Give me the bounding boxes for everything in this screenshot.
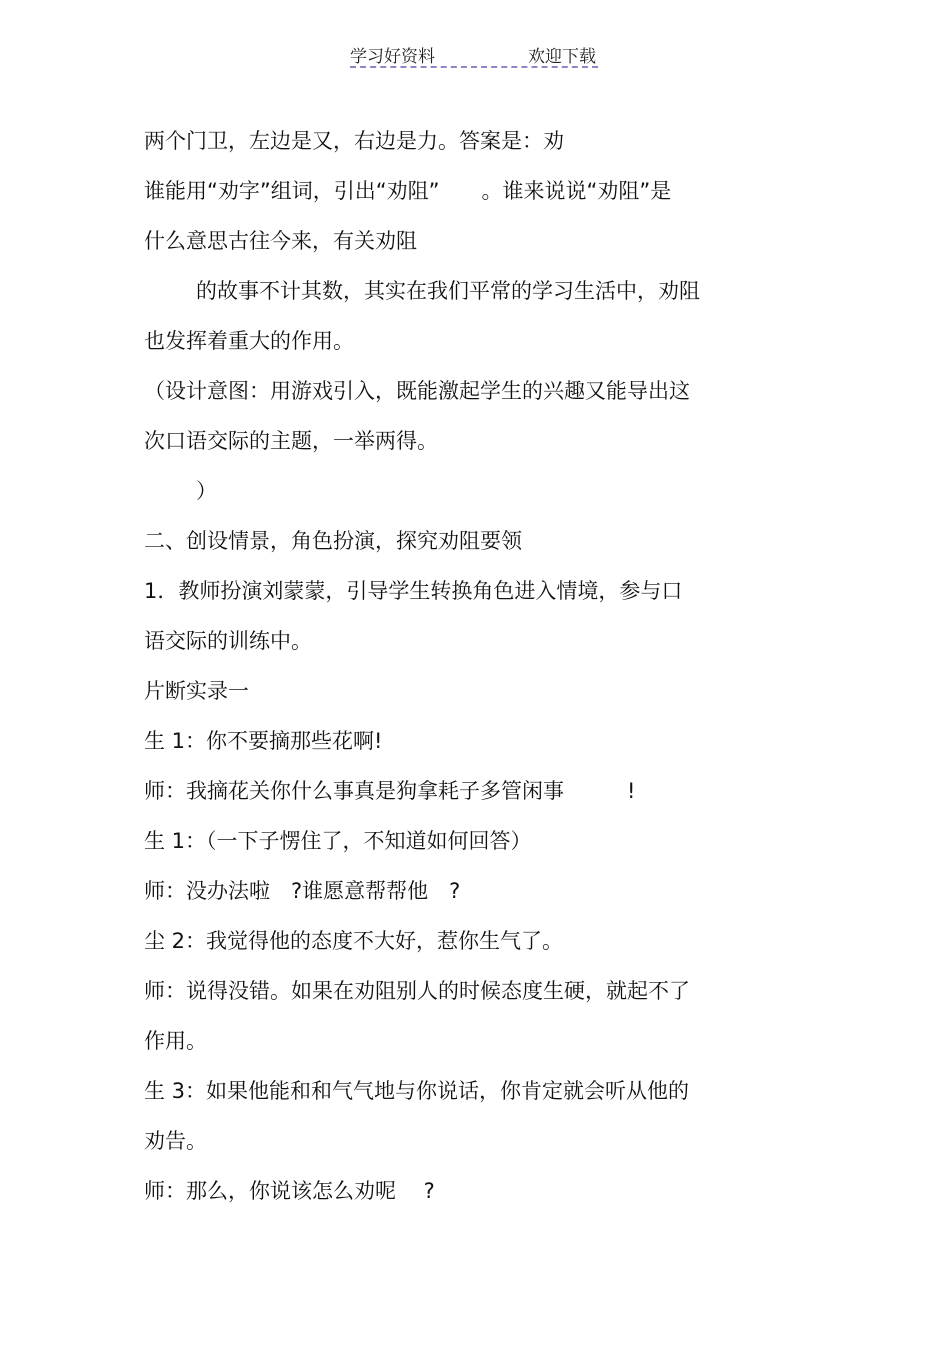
dialogue-line: 师：没办法啦 ?谁愿意帮帮他 ?: [144, 879, 461, 903]
text-line: 语交际的训练中。: [144, 629, 312, 653]
text-line: 什么意思古往今来，有关劝阻: [144, 229, 417, 253]
text-line: 1．教师扮演刘蒙蒙，引导学生转换角色进入情境，参与口: [144, 579, 683, 603]
section-heading: 二、创设情景，角色扮演，探究劝阻要领: [144, 529, 522, 553]
text-line: ）: [196, 479, 217, 503]
dialogue-line: 生 1：（一下子愣住了，不知道如何回答）: [144, 829, 532, 853]
dialogue-line: 作用。: [144, 1029, 207, 1053]
text-line: （设计意图：用游戏引入，既能激起学生的兴趣又能导出这: [144, 379, 690, 403]
subheading: 片断实录一: [144, 679, 249, 703]
text-line: 两个门卫，左边是又，右边是力。答案是：劝: [144, 129, 564, 153]
text-line: 次口语交际的主题，一举两得。: [144, 429, 438, 453]
dialogue-line: 生 3：如果他能和和气气地与你说话，你肯定就会听从他的: [144, 1079, 690, 1103]
header-left-text: 学习好资料: [350, 47, 435, 67]
page-header: [350, 40, 598, 68]
text-line: 也发挥着重大的作用。: [144, 329, 354, 353]
dialogue-line: 生 1：你不要摘那些花啊!: [144, 729, 383, 753]
dialogue-line: 师：说得没错。如果在劝阻别人的时候态度生硬，就起不了: [144, 979, 690, 1003]
dialogue-line: 劝告。: [144, 1129, 207, 1153]
text-line: 谁能用“劝字”组词，引出“劝阻” 。谁来说说“劝阻”是: [144, 179, 672, 203]
dialogue-line: 师：那么，你说该怎么劝呢 ?: [144, 1179, 435, 1203]
dialogue-line: 尘 2：我觉得他的态度不大好，惹你生气了。: [144, 929, 564, 953]
dialogue-line: 师：我摘花关你什么事真是狗拿耗子多管闲事 !: [144, 779, 636, 803]
text-line: 的故事不计其数，其实在我们平常的学习生活中，劝阻: [196, 279, 700, 303]
document-body: [144, 123, 824, 1223]
header-right-text: 欢迎下载: [528, 47, 596, 67]
